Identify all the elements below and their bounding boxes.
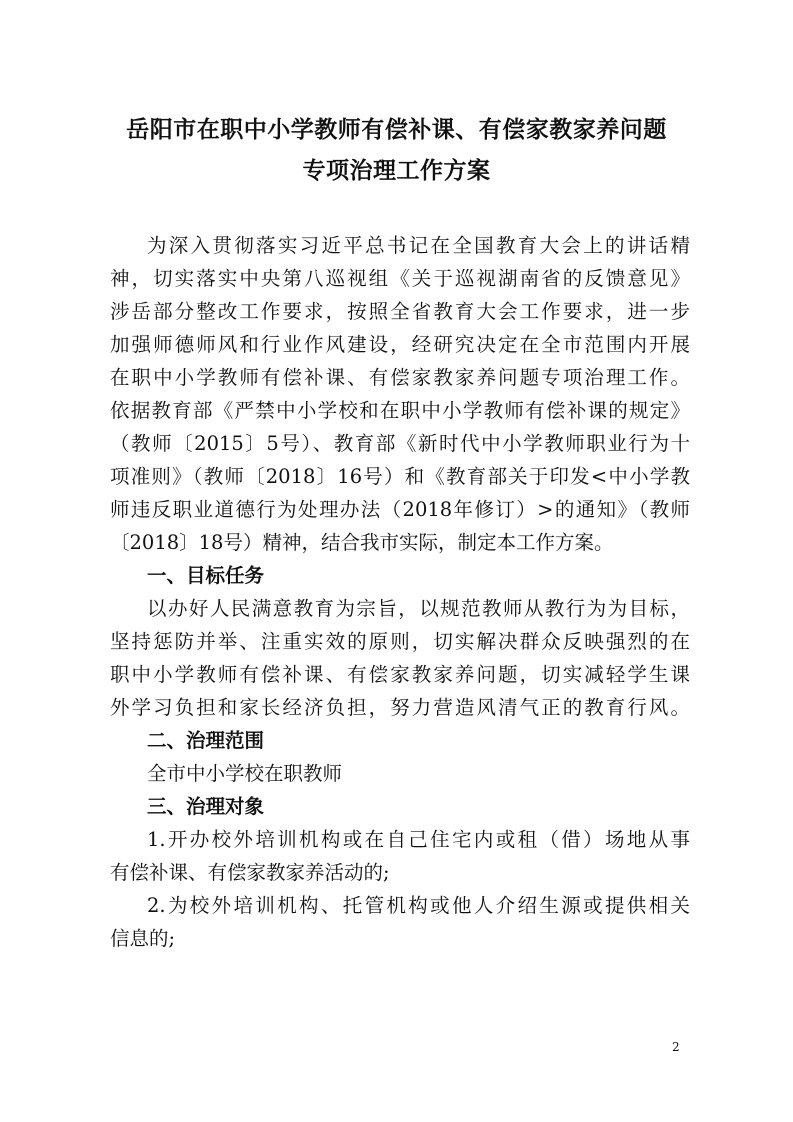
document-title-line-1: 岳阳市在职中小学教师有偿补课、有偿家教家养问题 <box>126 117 667 143</box>
intro-line: 依据教育部《严禁中小学校和在职中小学教师有偿补课的规定》 <box>110 399 690 422</box>
section-1-line: 职中小学教师有偿补课、有偿家教家养问题，切实减轻学生课 <box>110 663 690 686</box>
section-3-line: 有偿补课、有偿家教家养活动的; <box>110 861 390 884</box>
intro-line: 项准则》（教师〔2018〕16号）和《教育部关于印发<中小学教 <box>110 465 690 488</box>
section-3-line: 1.开办校外培训机构或在自己住宅内或租（借）场地从事 <box>147 828 690 851</box>
section-1-line: 坚持惩防并举、注重实效的原则，切实解决群众反映强烈的在 <box>110 630 690 653</box>
section-2-line: 全市中小学校在职教师 <box>147 762 343 785</box>
intro-line: 师违反职业道德行为处理办法（2018年修订）>的通知》（教师 <box>110 498 690 521</box>
section-1-line: 以办好人民满意教育为宗旨，以规范教师从教行为为目标， <box>147 597 690 620</box>
intro-line: 〔2018〕18号）精神，结合我市实际，制定本工作方案。 <box>110 531 614 554</box>
page-number: 2 <box>672 1040 680 1054</box>
section-3-line: 信息的; <box>110 927 176 950</box>
intro-line: 在职中小学教师有偿补课、有偿家教家养问题专项治理工作。 <box>110 366 690 389</box>
section-1-line: 外学习负担和家长经济负担，努力营造风清气正的教育行风。 <box>110 696 690 719</box>
document-title-line-2: 专项治理工作方案 <box>302 158 491 184</box>
intro-line: （教师〔2015〕5号）、教育部《新时代中小学教师职业行为十 <box>110 432 690 455</box>
section-heading-targets: 三、治理对象 <box>147 795 265 818</box>
intro-line: 加强师德师风和行业作风建设，经研究决定在全市范围内开展 <box>110 333 690 356</box>
intro-line: 涉岳部分整改工作要求，按照全省教育大会工作要求，进一步 <box>110 300 690 323</box>
section-heading-scope: 二、治理范围 <box>147 729 265 752</box>
intro-line: 神，切实落实中央第八巡视组《关于巡视湖南省的反馈意见》 <box>110 267 690 290</box>
intro-line: 为深入贯彻落实习近平总书记在全国教育大会上的讲话精 <box>147 234 690 257</box>
section-3-line: 2.为校外培训机构、托管机构或他人介绍生源或提供相关 <box>147 894 690 917</box>
section-heading-goals: 一、目标任务 <box>147 564 265 587</box>
